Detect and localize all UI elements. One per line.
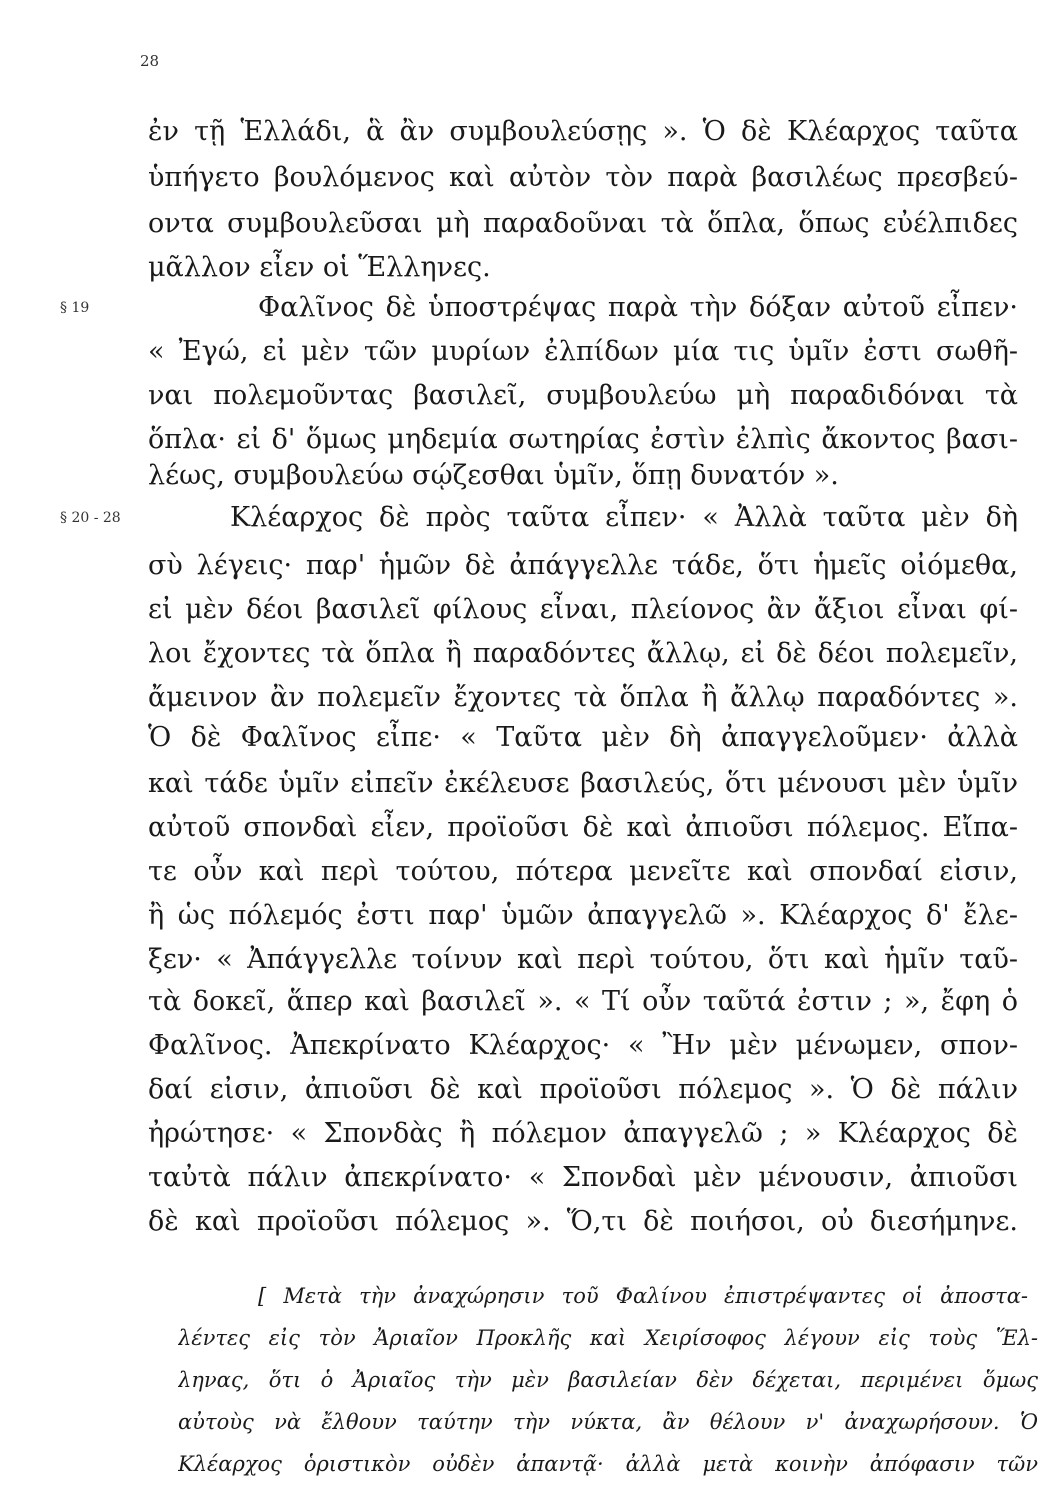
text-line: « Ἐγώ, εἰ μὲν τῶν μυρίων ἐλπίδων μία τις ὑμῖν ἐστι σωθῆ- bbox=[148, 336, 1018, 367]
text-line: Κλέαρχος δὲ πρὸς ταῦτα εἶπεν· « Ἀλλὰ ταῦτα μὲν δὴ bbox=[230, 502, 1018, 533]
text-line: μᾶλλον εἶεν οἱ Ἕλληνες. bbox=[148, 252, 491, 283]
text-line: ξεν· « Ἀπάγγελλε τοίνυν καὶ περὶ τούτου, ὅτι καὶ ἡμῖν ταῦ- bbox=[148, 944, 1018, 975]
italic-line: λέντες εἰς τὸν Ἀριαῖον Προκλῆς καὶ Χειρίσοφος λέγουν εἰς τοὺς Ἕλ- bbox=[178, 1326, 1038, 1350]
text-line: ναι πολεμοῦντας βασιλεῖ, συμβουλεύω μὴ παραδιδόναι τὰ bbox=[148, 380, 1018, 411]
text-line: δὲ καὶ προϊοῦσι πόλεμος ». Ὅ,τι δὲ ποιήσοι, οὐ διεσήμηνε. bbox=[148, 1206, 1018, 1237]
text-line: ἐν τῇ Ἑλλάδι, ἃ ἂν συμβουλεύσῃς ». Ὁ δὲ Κλέαρχος ταῦτα bbox=[148, 116, 1018, 147]
italic-line: ληνας, ὅτι ὁ Ἀριαῖος τὴν μὲν βασιλείαν δὲν δέχεται, περιμένει ὅμως bbox=[178, 1368, 1038, 1392]
text-line: Φαλῖνος δὲ ὑποστρέψας παρὰ τὴν δόξαν αὐτοῦ εἶπεν· bbox=[258, 292, 1018, 323]
text-line: αὐτοῦ σπονδαὶ εἶεν, προϊοῦσι δὲ καὶ ἀπιοῦσι πόλεμος. Εἴπα- bbox=[148, 812, 1018, 843]
margin-ref-19: § 19 bbox=[60, 300, 90, 316]
text-line: Φαλῖνος. Ἀπεκρίνατο Κλέαρχος· « Ἢν μὲν μένωμεν, σπον- bbox=[148, 1030, 1018, 1061]
text-line: καὶ τάδε ὑμῖν εἰπεῖν ἐκέλευσε βασιλεύς, ὅτι μένουσι μὲν ὑμῖν bbox=[148, 768, 1018, 799]
text-line: Ὁ δὲ Φαλῖνος εἶπε· « Ταῦτα μὲν δὴ ἀπαγγελοῦμεν· ἀλλὰ bbox=[148, 722, 1018, 753]
text-line: τὰ δοκεῖ, ἅπερ καὶ βασιλεῖ ». « Τί οὖν ταῦτά ἐστιν ; », ἔφη ὁ bbox=[148, 986, 1018, 1017]
italic-line: αὐτοὺς νὰ ἔλθουν ταύτην τὴν νύκτα, ἂν θέλουν ν' ἀναχωρήσουν. Ὁ bbox=[178, 1410, 1038, 1434]
text-line: ἄμεινον ἂν πολεμεῖν ἔχοντες τὰ ὅπλα ἢ ἄλλῳ παραδόντες ». bbox=[148, 682, 1018, 713]
italic-line: Κλέαρχος ὁριστικὸν οὐδὲν ἀπαντᾷ· ἀλλὰ μετὰ κοινὴν ἀπόφασιν τῶν bbox=[178, 1452, 1038, 1476]
text-line: οντα συμβουλεῦσαι μὴ παραδοῦναι τὰ ὅπλα, ὅπως εὐέλπιδες bbox=[148, 208, 1018, 239]
page-number: 28 bbox=[140, 52, 160, 70]
text-line: λέως, συμβουλεύω σῴζεσθαι ὑμῖν, ὅπῃ δυνατόν ». bbox=[148, 460, 839, 491]
italic-line: [ Μετὰ τὴν ἀναχώρησιν τοῦ Φαλίνου ἐπιστρέψαντες οἱ ἀποστα- bbox=[258, 1284, 1028, 1308]
text-line: σὺ λέγεις· παρ' ἡμῶν δὲ ἀπάγγελλε τάδε, ὅτι ἡμεῖς οἰόμεθα, bbox=[148, 550, 1018, 581]
text-line: τε οὖν καὶ περὶ τούτου, πότερα μενεῖτε καὶ σπονδαί εἰσιν, bbox=[148, 856, 1018, 887]
text-line: ἢ ὡς πόλεμός ἐστι παρ' ὑμῶν ἀπαγγελῶ ». Κλέαρχος δ' ἔλε- bbox=[148, 900, 1018, 931]
text-line: ταὐτὰ πάλιν ἀπεκρίνατο· « Σπονδαὶ μὲν μένουσιν, ἀπιοῦσι bbox=[148, 1162, 1018, 1193]
margin-ref-20-28: § 20 - 28 bbox=[60, 510, 121, 526]
text-line: λοι ἔχοντες τὰ ὅπλα ἢ παραδόντες ἄλλῳ, εἰ δὲ δέοι πολεμεῖν, bbox=[148, 638, 1018, 669]
text-line: εἰ μὲν δέοι βασιλεῖ φίλους εἶναι, πλείονος ἂν ἄξιοι εἶναι φί- bbox=[148, 594, 1018, 625]
text-line: ὑπήγετο βουλόμενος καὶ αὐτὸν τὸν παρὰ βασιλέως πρεσβεύ- bbox=[148, 162, 1018, 193]
text-line: ἠρώτησε· « Σπονδὰς ἢ πόλεμον ἀπαγγελῶ ; » Κλέαρχος δὲ bbox=[148, 1118, 1018, 1149]
text-line: δαί εἰσιν, ἀπιοῦσι δὲ καὶ προϊοῦσι πόλεμος ». Ὁ δὲ πάλιν bbox=[148, 1074, 1018, 1105]
text-line: ὅπλα· εἰ δ' ὅμως μηδεμία σωτηρίας ἐστὶν ἐλπὶς ἄκοντος βασι- bbox=[148, 424, 1018, 455]
